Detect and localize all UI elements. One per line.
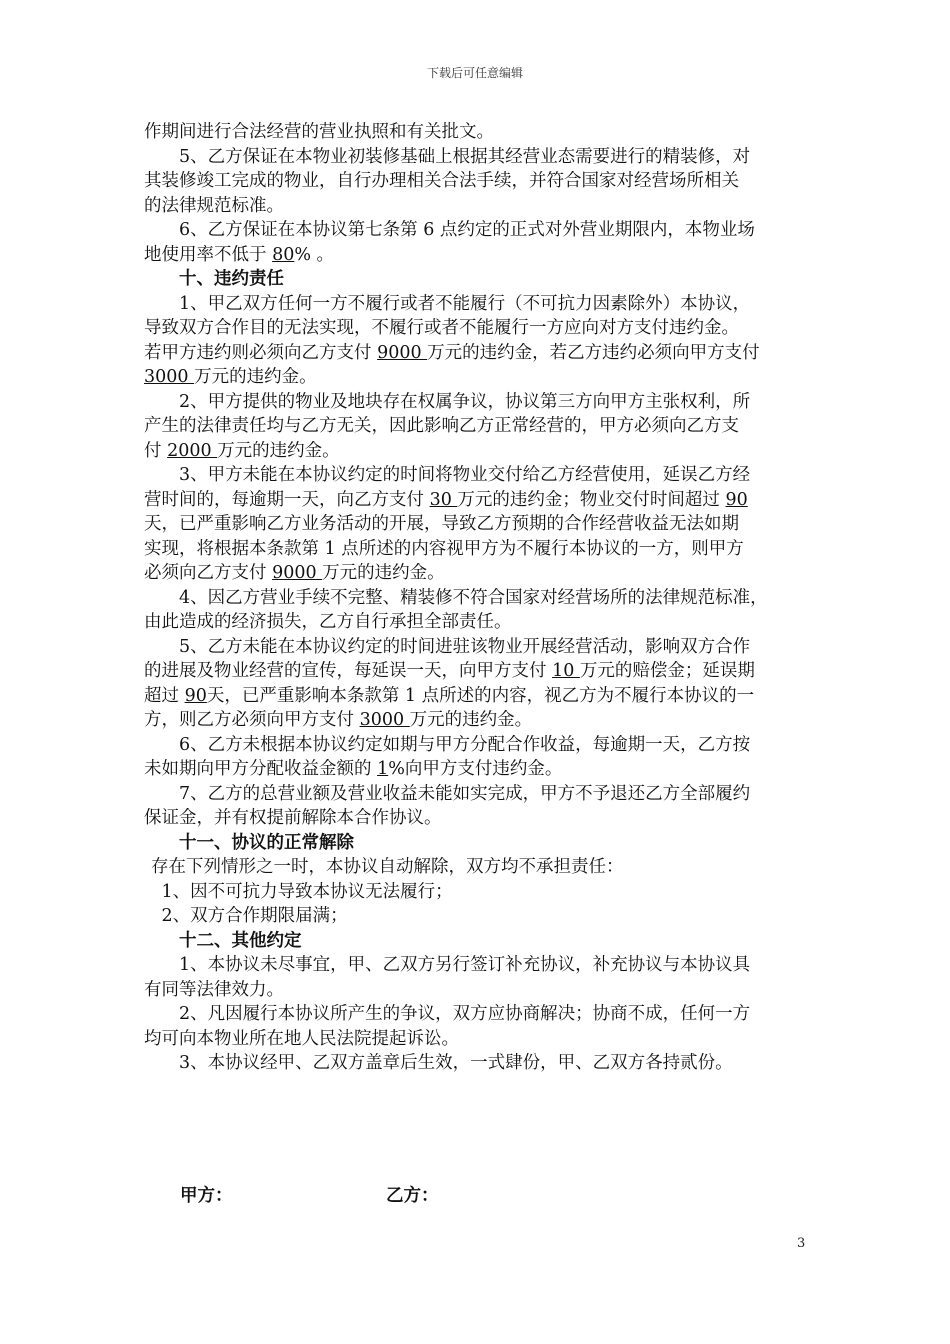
text-line — [144, 782, 816, 807]
underlined-value: 90 — [184, 685, 207, 706]
text-segment: 7、乙方的总营业额及营业收益未能如实完成，甲方不予退还乙方全部履约 — [179, 783, 751, 804]
text-segment: 必须向乙方支付 — [144, 563, 273, 583]
text-segment: 2、甲方提供的物业及地块存在权属争议，协议第三方向甲方主张权利，所 — [179, 391, 751, 412]
page-header: 下载后可任意编辑 — [426, 66, 523, 80]
text-segment: 万元的违约金。 — [217, 440, 340, 461]
text-line — [144, 953, 816, 978]
text-segment: 导致双方合作目的无法实现，不履行或者不能履行一方应向对方支付违约金。 — [144, 318, 739, 338]
text-segment: 超过 — [144, 685, 185, 706]
text-segment: 未如期向甲方分配收益金额的 — [144, 759, 378, 779]
text-line — [144, 635, 816, 660]
text-line — [144, 1002, 816, 1027]
text-line — [144, 463, 816, 488]
text-line — [144, 1051, 816, 1076]
text-segment: 方，则乙方必须向甲方支付 — [144, 710, 360, 730]
text-segment: 5、乙方未能在本协议约定的时间进驻该物业开展经营活动，影响双方合作 — [179, 636, 751, 657]
text-line — [144, 169, 816, 194]
section-heading — [144, 267, 816, 292]
text-line — [144, 218, 816, 243]
signature-party-a: 甲方： — [180, 1186, 233, 1206]
text-line — [144, 537, 816, 562]
text-segment: 其装修竣工完成的物业，自行办理相关合法手续，并符合国家对经营场所相关 — [144, 171, 739, 191]
text-segment: 有同等法律效力。 — [144, 979, 284, 1000]
text-line — [144, 341, 816, 366]
text-line — [144, 610, 816, 635]
text-line — [144, 512, 816, 537]
text-segment: % 。 — [294, 244, 335, 265]
underlined-value: 80 — [272, 244, 295, 265]
text-segment: 万元的违约金；物业交付时间超过 — [457, 489, 726, 510]
text-segment: 6、乙方保证在本协议第七条第 6 点约定的正式对外营业期限内，本物业场 — [179, 220, 755, 240]
text-segment: 万元的违约金。 — [322, 563, 445, 583]
text-line — [144, 194, 816, 219]
text-line — [144, 855, 816, 880]
text-segment: 1、因不可抗力导致本协议无法履行； — [161, 881, 453, 902]
underlined-value: 9000 — [272, 563, 323, 583]
text-segment: 若甲方违约则必须向乙方支付 — [144, 342, 378, 363]
text-segment: 由此造成的经济损失，乙方自行承担全部责任。 — [144, 612, 512, 632]
text-segment: 万元的赔偿金；延误期 — [579, 661, 755, 681]
text-segment: 产生的法律责任均与乙方无关，因此影响乙方正常经营的，甲方必须向乙方支 — [144, 416, 739, 436]
text-segment: 4、因乙方营业手续不完整、精装修不符合国家对经营场所的法律规范标准， — [179, 587, 768, 608]
text-line — [144, 757, 816, 782]
text-line — [144, 978, 816, 1003]
text-segment: %向甲方支付违约金。 — [388, 759, 563, 779]
text-segment: 1、甲乙双方任何一方不履行或者不能履行（不可抗力因素除外）本协议， — [179, 293, 751, 314]
text-segment: 天，已严重影响乙方业务活动的开展，导致乙方预期的合作经营收益无法如期 — [144, 514, 739, 534]
text-segment: 付 — [144, 440, 168, 461]
underlined-value: 3000 — [144, 367, 195, 387]
text-segment: 2、凡因履行本协议所产生的争议，双方应协商解决；协商不成，任何一方 — [179, 1004, 751, 1024]
signature-party-b: 乙方： — [386, 1186, 439, 1206]
text-segment: 存在下列情形之一时，本协议自动解除，双方均不承担责任： — [151, 857, 624, 877]
text-line — [144, 365, 816, 390]
document-body — [144, 120, 816, 1076]
text-line — [144, 488, 816, 513]
text-segment: 万元的违约金。 — [409, 710, 533, 730]
text-segment: 万元的违约金。 — [194, 367, 317, 387]
section-heading — [144, 929, 816, 954]
text-line — [144, 586, 816, 611]
text-segment: 保证金，并有权提前解除本合作协议。 — [144, 808, 442, 828]
text-segment: 的进展及物业经营的宣传，每延误一天，向甲方支付 — [144, 661, 553, 681]
text-line — [144, 439, 816, 464]
text-segment: 地使用率不低于 — [144, 244, 273, 265]
text-line — [144, 659, 816, 684]
underlined-value: 30 — [429, 489, 458, 510]
text-line — [144, 414, 816, 439]
text-segment: 3、甲方未能在本协议约定的时间将物业交付给乙方经营使用，延误乙方经 — [179, 465, 751, 485]
text-line — [144, 880, 816, 905]
text-segment: 营时间的，每逾期一天，向乙方支付 — [144, 489, 430, 510]
underlined-value: 2000 — [167, 440, 218, 461]
text-line — [144, 806, 816, 831]
text-line — [144, 733, 816, 758]
text-line — [144, 292, 816, 317]
text-segment: 万元的违约金，若乙方违约必须向甲方支付 — [427, 342, 760, 363]
text-segment: 作期间进行合法经营的营业执照和有关批文。 — [144, 122, 494, 142]
text-segment: 3、本协议经甲、乙双方盖章后生效，一式肆份，甲、乙双方各持贰份。 — [179, 1053, 733, 1073]
text-segment: 实现，将根据本条款第 1 点所述的内容视甲方为不履行本协议的一方，则甲方 — [144, 538, 744, 559]
text-line — [144, 904, 816, 929]
text-segment: 十、违约责任 — [179, 269, 284, 289]
underlined-value: 3000 — [359, 710, 410, 730]
text-line — [144, 708, 816, 733]
text-segment: 5、乙方保证在本物业初装修基础上根据其经营业态需要进行的精装修，对 — [179, 146, 751, 167]
text-line — [144, 316, 816, 341]
text-segment: 十二、其他约定 — [179, 930, 302, 951]
text-segment: 天，已严重影响本条款第 1 点所述的内容，视乙方为不履行本协议的一 — [206, 685, 755, 706]
text-segment: 均可向本物业所在地人民法院提起诉讼。 — [144, 1028, 459, 1049]
text-segment: 十一、协议的正常解除 — [179, 832, 354, 853]
text-segment: 的法律规范标准。 — [144, 195, 284, 216]
underlined-value: 1 — [377, 759, 389, 779]
text-line — [144, 120, 816, 145]
text-segment: 1、本协议未尽事宜，甲、乙双方另行签订补充协议，补充协议与本协议具 — [179, 955, 751, 975]
text-line — [144, 561, 816, 586]
text-line — [144, 145, 816, 170]
section-heading — [144, 831, 816, 856]
underlined-value: 90 — [725, 489, 748, 510]
page-number: 3 — [797, 1236, 806, 1251]
text-line — [144, 390, 816, 415]
underlined-value: 9000 — [377, 342, 428, 363]
text-segment: 2、双方合作期限届满； — [161, 906, 348, 926]
text-segment: 6、乙方未根据本协议约定如期与甲方分配合作收益，每逾期一天，乙方按 — [179, 734, 751, 755]
underlined-value: 10 — [552, 661, 580, 681]
text-line — [144, 243, 816, 268]
text-line — [144, 684, 816, 709]
text-line — [144, 1027, 816, 1052]
